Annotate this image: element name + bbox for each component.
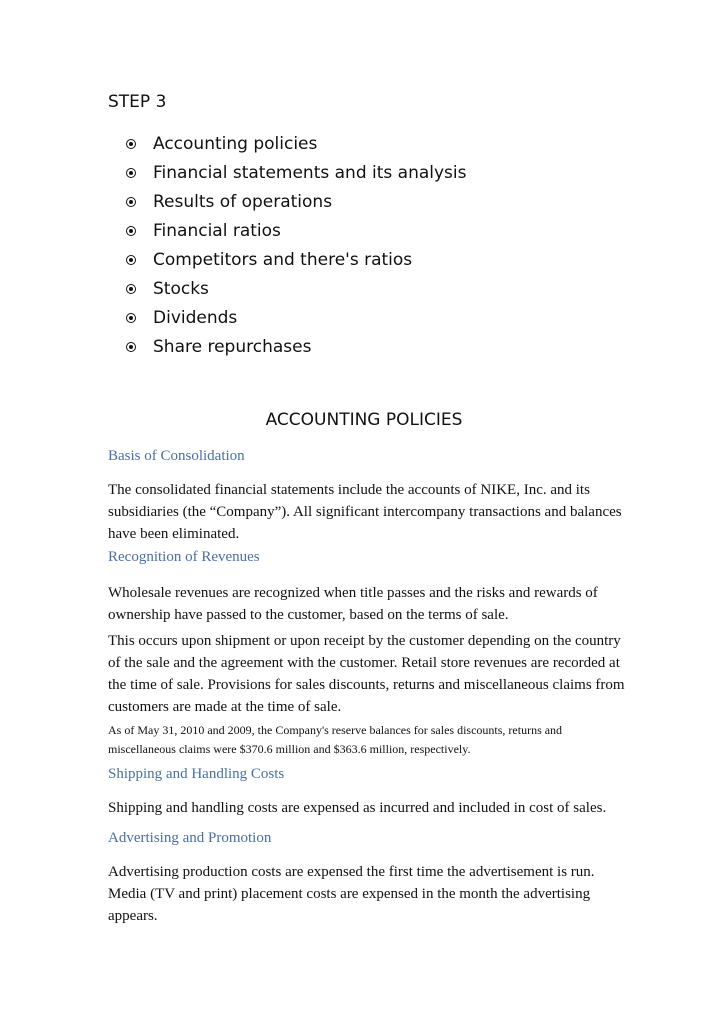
bullet-icon: [126, 197, 136, 207]
revenues-section: [108, 549, 628, 566]
bullet-text: Share repurchases: [153, 337, 312, 357]
consolidation-body: [108, 479, 628, 545]
consolidation-heading: Basis of Consolidation: [108, 448, 245, 464]
bullet-item: [126, 248, 467, 277]
bullet-text: Accounting policies: [153, 134, 318, 154]
bullet-item: [126, 161, 467, 190]
shipping-heading: Shipping and Handling Costs: [108, 766, 285, 782]
section-title-text: ACCOUNTING POLICIES: [265, 410, 463, 430]
consolidation-paragraph: The consolidated financial statements include the accounts of NIKE, Inc. and its subsidiaries (the “Company”). All significant intercompany transactions and balances have been eliminated.: [108, 482, 622, 542]
advertising-paragraph: Advertising production costs are expensed the first time the advertisement is run. Media (TV and print) placement costs are expensed in the month the advertising appears.: [108, 864, 595, 924]
revenues-note: [108, 721, 628, 759]
bullet-icon: [126, 226, 136, 236]
bullet-item: [126, 190, 467, 219]
section-title: [0, 410, 728, 430]
shipping-body: [108, 797, 628, 819]
bullet-text: Results of operations: [153, 192, 333, 212]
bullet-item: [126, 277, 467, 306]
step-title: STEP 3: [108, 92, 167, 112]
bullet-text: Financial statements and its analysis: [153, 163, 467, 183]
bullet-icon: [126, 168, 136, 178]
advertising-section: [108, 830, 628, 847]
bullet-icon: [126, 139, 136, 149]
advertising-body: [108, 861, 628, 927]
bullet-item: [126, 219, 467, 248]
revenues-paragraph-1: Wholesale revenues are recognized when title passes and the risks and rewards of ownership have passed to the customer, based on the terms of sale.: [108, 585, 598, 623]
revenues-body-2: [108, 630, 628, 718]
bullet-item: [126, 306, 467, 335]
revenues-paragraph-2: This occurs upon shipment or upon receipt by the customer depending on the country of the sale and the agreement with the customer. Retail store revenues are recorded at the time of sale. Provisions for sales discounts, returns and miscellaneous claims from customers are made at the time of sale.: [108, 633, 625, 715]
bullet-icon: [126, 284, 136, 294]
bullet-text: Dividends: [153, 308, 238, 328]
bullet-item: [126, 132, 467, 161]
shipping-section: [108, 766, 628, 783]
revenues-note-text: As of May 31, 2010 and 2009, the Company's reserve balances for sales discounts, returns and miscellaneous claims were $370.6 million and $363.6 million, respectively.: [108, 723, 563, 756]
shipping-paragraph: Shipping and handling costs are expensed as incurred and included in cost of sales.: [108, 800, 607, 816]
bullet-text: Competitors and there's ratios: [153, 250, 413, 270]
consolidation-section: [108, 448, 628, 465]
bullet-text: Stocks: [153, 279, 209, 299]
bullet-text: Financial ratios: [153, 221, 281, 241]
bullet-item: [126, 335, 467, 364]
bullet-icon: [126, 342, 136, 352]
bullet-icon: [126, 255, 136, 265]
bullet-icon: [126, 313, 136, 323]
advertising-heading: Advertising and Promotion: [108, 830, 272, 846]
bullet-list: [126, 132, 467, 364]
revenues-heading: Recognition of Revenues: [108, 549, 260, 565]
revenues-body-1: [108, 582, 628, 626]
